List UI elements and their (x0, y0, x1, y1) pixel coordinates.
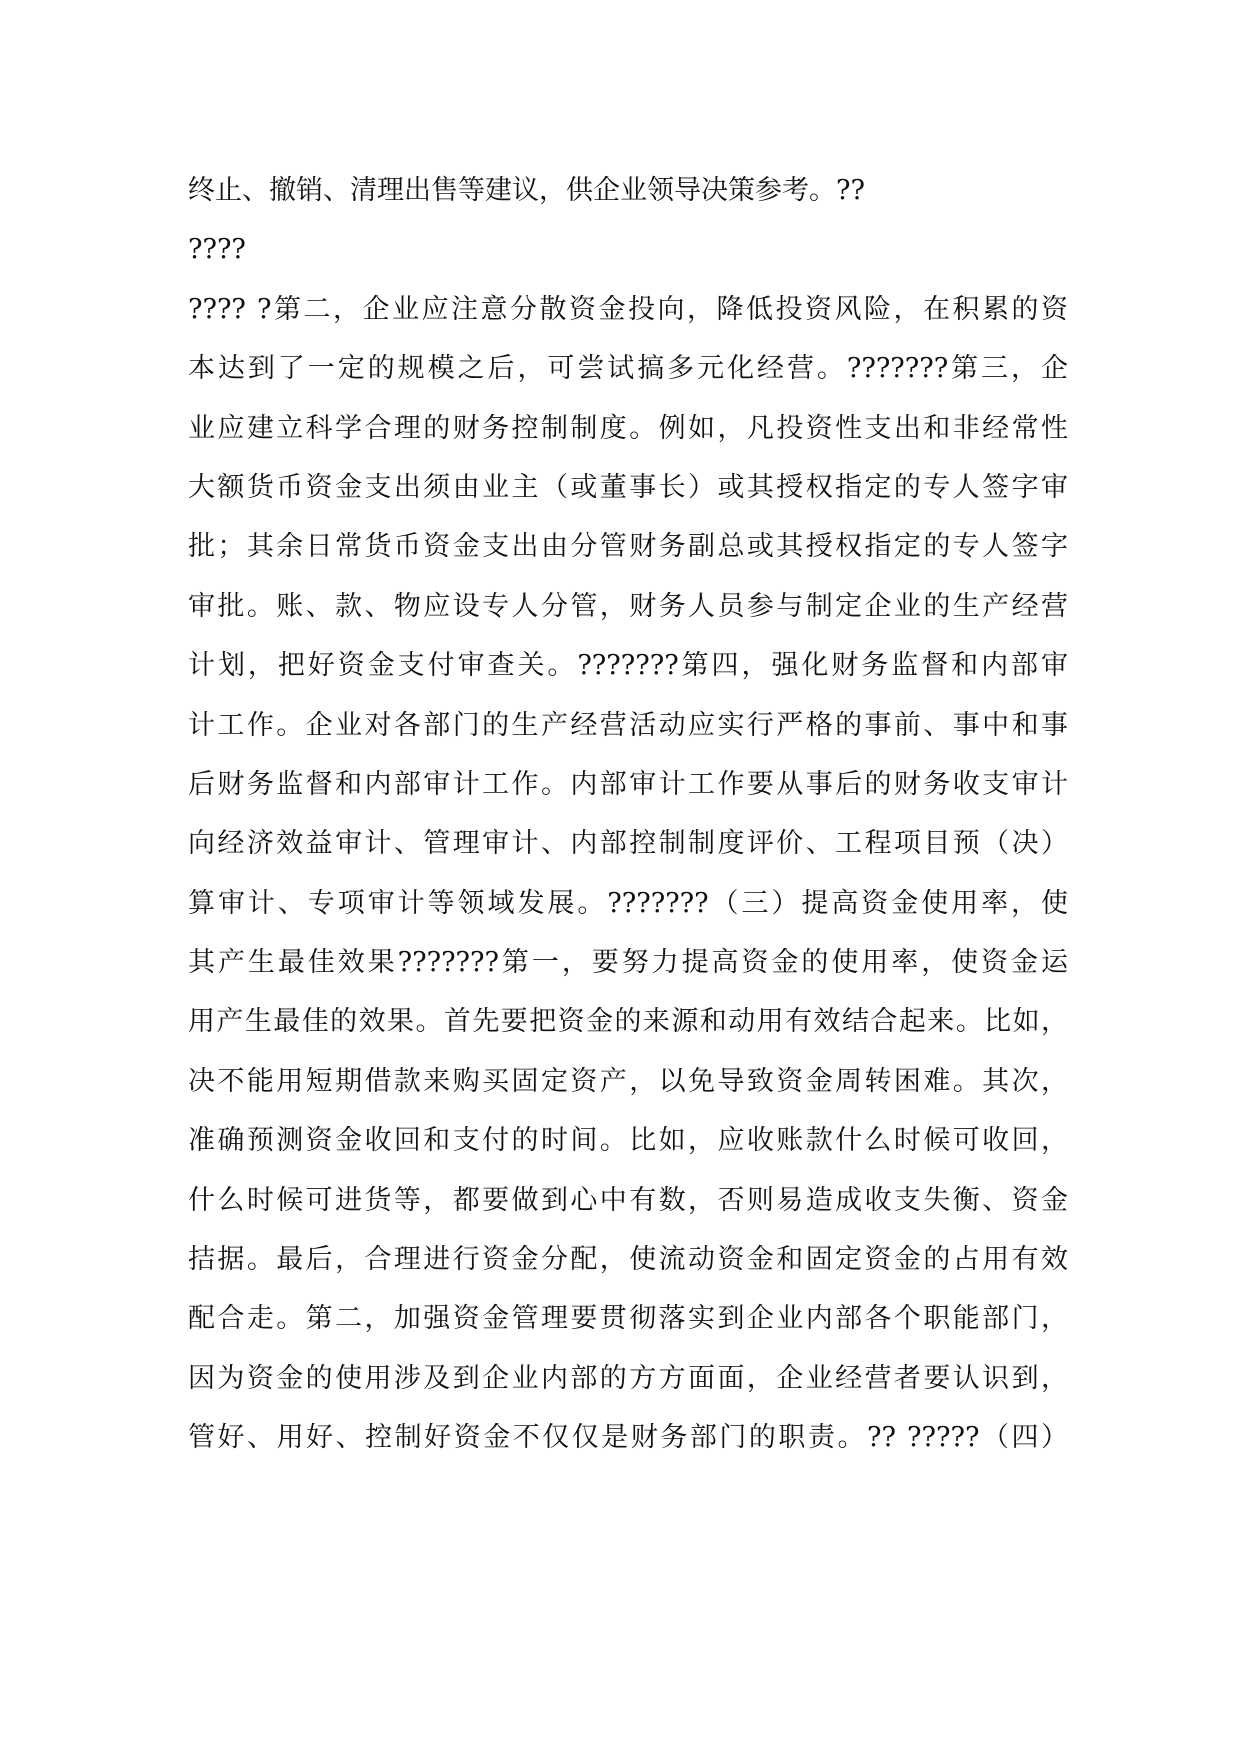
text-line: 计划，把好资金支付审查关。???????第四，强化财务监督和内部审 (188, 650, 1068, 682)
text-line: 审批。账、款、物应设专人分管，财务人员参与制定企业的生产经营 (188, 590, 1068, 622)
text-line: 算审计、专项审计等领域发展。???????（三）提高资金使用率，使 (188, 887, 1068, 919)
text-line: 计工作。企业对各部门的生产经营活动应实行严格的事前、事中和事 (188, 709, 1068, 741)
text-line: 管好、用好、控制好资金不仅仅是财务部门的职责。?? ?????（四） (188, 1422, 1068, 1454)
text-line: 终止、撤销、清理出售等建议，供企业领导决策参考。?? (188, 175, 865, 206)
text-line: 什么时候可进货等，都要做到心中有数，否则易造成收支失衡、资金 (188, 1184, 1068, 1216)
text-line: 批；其余日常货币资金支出由分管财务副总或其授权指定的专人签字 (188, 531, 1068, 563)
text-line: 准确预测资金收回和支付的时间。比如，应收账款什么时候可收回， (188, 1125, 1068, 1157)
body-text (188, 161, 1068, 1468)
text-line: 业应建立科学合理的财务控制制度。例如，凡投资性支出和非经常性 (188, 412, 1068, 444)
text-line: ???? ?第二，企业应注意分散资金投向，降低投资风险，在积累的资 (188, 293, 1068, 325)
text-line: 决不能用短期借款来购买固定资产，以免导致资金周转困难。其次， (188, 1065, 1068, 1097)
text-line: 向经济效益审计、管理审计、内部控制制度评价、工程项目预（决） (188, 828, 1068, 860)
text-line: ???? (188, 234, 246, 266)
text-line: 其产生最佳效果???????第一，要努力提高资金的使用率，使资金运 (188, 947, 1068, 979)
text-line: 拮据。最后，合理进行资金分配，使流动资金和固定资金的占用有效 (188, 1244, 1068, 1276)
text-line: 因为资金的使用涉及到企业内部的方方面面，企业经营者要认识到， (188, 1362, 1068, 1394)
text-line: 配合走。第二，加强资金管理要贯彻落实到企业内部各个职能部门， (188, 1303, 1068, 1335)
text-line: 大额货币资金支出须由业主（或董事长）或其授权指定的专人签字审 (188, 471, 1068, 503)
text-line: 后财务监督和内部审计工作。内部审计工作要从事后的财务收支审计 (188, 768, 1068, 800)
text-line: 本达到了一定的规模之后，可尝试搞多元化经营。???????第三，企 (188, 353, 1068, 385)
text-line: 用产生最佳的效果。首先要把资金的来源和动用有效结合起来。比如， (188, 1006, 1068, 1038)
